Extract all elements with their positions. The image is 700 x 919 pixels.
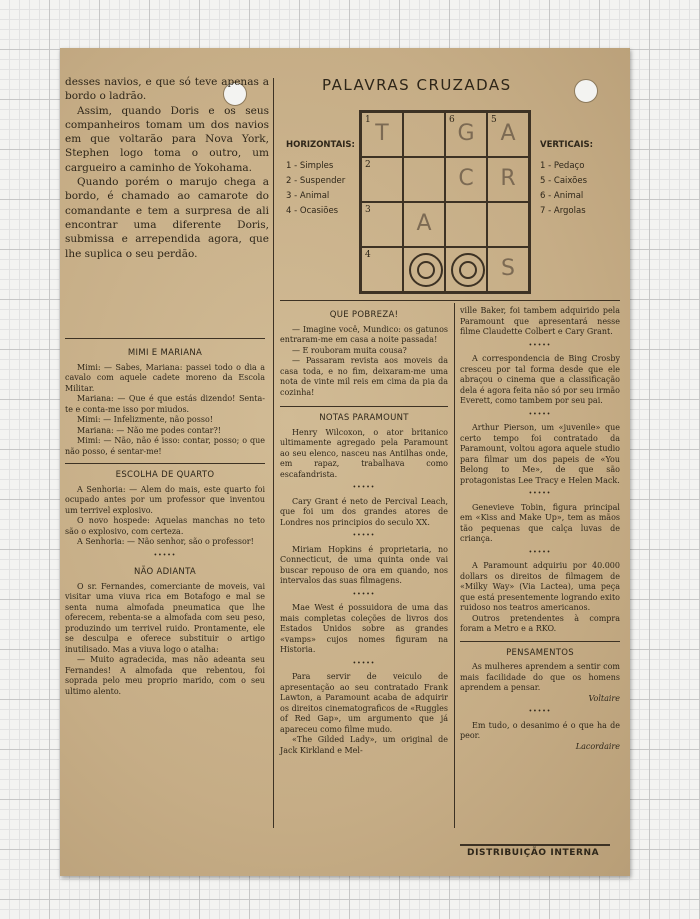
jokes-column xyxy=(65,342,265,697)
news-item: Henry Wilcoxon, o ator britanico ultimamente agregado pela Paramount ao seu elenco, nasceu nas Antilhas onde, em rapaz, trabalhava como escafandrista. xyxy=(280,427,448,479)
cell-number: 5 xyxy=(491,115,497,125)
news-item: ville Baker, foi tambem adquirido pela Paramount que apresentará nesse filme Claudette Colbert e Cary Grant. xyxy=(460,306,620,336)
news-item: Genevieve Tobin, figura principal em «Kiss and Make Up», tem as mãos tão pequenas que calça luvas de criança. xyxy=(460,502,620,543)
horizontal-label: HORIZONTAIS: xyxy=(286,140,355,150)
cell-letter: C xyxy=(458,166,474,191)
grid-cell[interactable] xyxy=(487,157,529,202)
story-paragraph: desses navios, e que só teve apenas a bordo o ladrão. xyxy=(65,76,269,103)
separator-dots: ••••• xyxy=(352,532,376,539)
dialogue-line: A Senhoria: — Alem do mais, este quarto foi ocupado antes por um professor que inventou um terrivel explosivo. xyxy=(65,484,265,515)
section-title: NOTAS PARAMOUNT xyxy=(319,413,409,423)
news-item: Miriam Hopkins é proprietaria, no Connecticut, de uma quinta onde vai buscar repouso de ora em quando, nos intervalos das suas filmagens. xyxy=(280,544,448,585)
separator-dots: ••••• xyxy=(528,490,552,497)
quote: Em tudo, o desanimo é o que ha de peor. xyxy=(460,720,620,740)
cell-number: 2 xyxy=(365,160,371,170)
section-divider xyxy=(65,463,265,464)
quote: As mulheres aprendem a sentir com mais facilidade do que os homens aprendem a pensar. xyxy=(460,662,620,692)
separator-dots: ••••• xyxy=(528,548,552,556)
grid-cell[interactable] xyxy=(445,157,487,202)
separator-dots: ••••• xyxy=(528,708,552,715)
cell-letter: S xyxy=(501,256,515,281)
section-title: PENSAMENTOS xyxy=(506,647,574,658)
section-title: MIMI E MARIANA xyxy=(127,348,203,358)
dialogue-line: Mariana: — Não me podes contar?! xyxy=(77,425,222,435)
dialogue-line: O novo hospede: Aquelas manchas no teto são o explosivo, com certeza. xyxy=(65,516,265,536)
separator-dots: ••••• xyxy=(153,551,177,559)
separator-dots: ••••• xyxy=(352,484,376,491)
news-item: «The Gilded Lady», um original de Jack Kirkland e Mel- xyxy=(280,735,448,755)
quote-author: Voltaire xyxy=(588,693,620,703)
grid-cell[interactable] xyxy=(487,202,529,247)
crossword-grid xyxy=(359,110,531,294)
cell-number: 1 xyxy=(365,115,371,125)
news-item: A correspondencia de Bing Crosby cresceu por tal forma desde que ele abraçou o cinema que a classificação dela é agora feita não só por seu irmão Everett, como tambem por seu pai. xyxy=(460,354,620,405)
paper-page xyxy=(60,48,630,876)
footer-label: DISTRIBUIÇÃO INTERNA xyxy=(467,848,600,858)
section-title: ESCOLHA DE QUARTO xyxy=(115,470,215,480)
dialogue-line: Mariana: — Que é que estás dizendo! Senta-te e conta-me isso por miudos. xyxy=(65,394,265,414)
separator-dots: ••••• xyxy=(528,341,552,349)
clue-item: 1 - Pedaço xyxy=(540,161,585,171)
grid-cell[interactable] xyxy=(445,112,487,157)
middle-column xyxy=(280,304,448,756)
grid-cell[interactable] xyxy=(361,247,403,292)
news-item: Mae West é possuidora de uma das mais completas coleções de livros dos Estados Unidos sobre as grandes «vamps» cujos nomes figuram na Historia. xyxy=(280,603,448,654)
news-item: Para servir de veiculo de apresentação ao seu contratado Frank Lawton, a Paramount acaba de adquirir os direitos cinematograficos de «Ruggles of Red Gap», um argumento que já apareceu como filme mudo. xyxy=(280,672,448,734)
story-column xyxy=(65,75,269,261)
dialogue-line: Mimi: — Infelizmente, não posso! xyxy=(77,415,213,424)
cell-letter: G xyxy=(457,121,475,146)
dialogue-line: A Senhoria: — Não senhor, são o professor! xyxy=(77,537,254,546)
cell-number: 3 xyxy=(365,205,371,215)
footer-rule xyxy=(460,844,610,846)
dialogue-line: — E rouboram muita cousa? xyxy=(292,345,407,355)
grid-cell[interactable] xyxy=(361,202,403,247)
clue-item: 3 - Animal xyxy=(286,191,330,201)
ornament-icon xyxy=(451,253,485,287)
section-title: QUE POBREZA! xyxy=(329,310,399,320)
news-item: Cary Grant é neto de Percival Leach, que foi um dos grandes atores de Londres nos principios do seculo XX. xyxy=(280,496,448,527)
story-paragraph: O sr. Fernandes, comerciante de moveis, vai visitar uma viuva rica em Botafogo e mal se senta numa almofada pneumatica que lhe oferecem, rebenta-se a almofada com seu peso, produzindo um terrivel ruido. Prontamente, ele se desculpa e oferece substituir o artigo inutilisado. Mas a viuva logo o atalha: xyxy=(65,581,265,654)
separator-dots: ••••• xyxy=(528,410,552,418)
ornament-icon xyxy=(409,253,443,287)
cell-letter: A xyxy=(416,211,432,236)
section-divider xyxy=(65,338,265,339)
section-divider xyxy=(280,406,448,407)
column-divider xyxy=(454,303,455,828)
clue-item: 2 - Suspender xyxy=(286,176,346,186)
vertical-clues xyxy=(540,138,615,219)
vertical-label: VERTICAIS: xyxy=(540,140,594,150)
punch-hole xyxy=(574,79,598,103)
grid-cell[interactable] xyxy=(487,112,529,157)
section-divider xyxy=(460,641,620,642)
cell-letter: A xyxy=(500,121,516,146)
grid-cell[interactable] xyxy=(445,202,487,247)
grid-cell[interactable] xyxy=(403,247,445,292)
clue-item: 5 - Caixões xyxy=(540,176,588,186)
story-paragraph: Assim, quando Doris e os seus companheiros tomam um dos navios em que voltarão para Nova York, Stephen logo toma o outro, um cargueiro a caminho de Yokohama. xyxy=(65,104,269,174)
quote-author: Lacordaire xyxy=(575,741,620,751)
section-title: NÃO ADIANTA xyxy=(133,567,197,577)
grid-cell[interactable] xyxy=(445,247,487,292)
grid-cell[interactable] xyxy=(403,157,445,202)
grid-cell[interactable] xyxy=(403,202,445,247)
dialogue-line: — Passaram revista aos moveis da casa toda, e no fim, deixaram-me uma nota de vinte mil reis em cima da pia da cozinha! xyxy=(280,356,448,397)
dialogue-line: Mimi: — Sabes, Mariana: passei todo o dia a cavalo com aquele cadete moreno da Escola Militar. xyxy=(65,362,265,393)
cell-letter: R xyxy=(500,166,516,191)
section-divider xyxy=(280,300,620,301)
cell-number: 4 xyxy=(365,250,371,260)
news-item: Arthur Pierson, um «juvenile» que certo tempo foi contratado da Paramount, voltou agora aquele studio para filmar um dos papeis de «You Belong to Me», de que são protagonistas Lee Tracy e Helen Mack. xyxy=(460,423,620,485)
grid-cell[interactable] xyxy=(361,157,403,202)
column-divider xyxy=(273,78,274,828)
story-paragraph: — Muito agradecida, mas não adeanta seu Fernandes! A almofada que rebentou, foi soprada pelo meu proprio marido, com o seu ultimo alento. xyxy=(65,655,265,696)
grid-cell[interactable] xyxy=(403,112,445,157)
clue-item: 7 - Argolas xyxy=(540,206,586,216)
cell-number: 6 xyxy=(449,115,455,125)
crossword-title: PALAVRAS CRUZADAS xyxy=(322,76,512,94)
dialogue-line: — Imagine você, Mundico: os gatunos entraram-me em casa a noite passada! xyxy=(280,324,448,344)
grid-cell[interactable] xyxy=(487,247,529,292)
dialogue-line: Mimi: — Não, não é isso: contar, posso; o que não posso, é sentar-me! xyxy=(65,436,265,456)
clue-item: 6 - Animal xyxy=(540,191,584,201)
clue-item: 4 - Ocasiões xyxy=(286,206,339,216)
clue-item: 1 - Simples xyxy=(286,161,334,171)
separator-dots: ••••• xyxy=(352,659,376,667)
horizontal-clues xyxy=(286,138,361,219)
grid-cell[interactable] xyxy=(361,112,403,157)
cell-letter: T xyxy=(375,121,389,146)
separator-dots: ••••• xyxy=(352,590,376,598)
story-paragraph: Quando porém o marujo chega a bordo, é chamado ao camarote do comandante e tem a surpresa de ali encontrar uma diferente Doris, submissa e arrependida agora, que lhe suplica o seu perdão. xyxy=(65,176,269,260)
news-item: Outros pretendentes à compra foram a Metro e a RKO. xyxy=(460,613,620,633)
news-item: A Paramount adquiriu por 40.000 dollars os direitos de filmagem de «Milky Way» (Via Lactea), uma peça que está presentemente logrando exito ruidoso nos teatros americanos. xyxy=(460,561,620,612)
right-column xyxy=(460,306,620,752)
